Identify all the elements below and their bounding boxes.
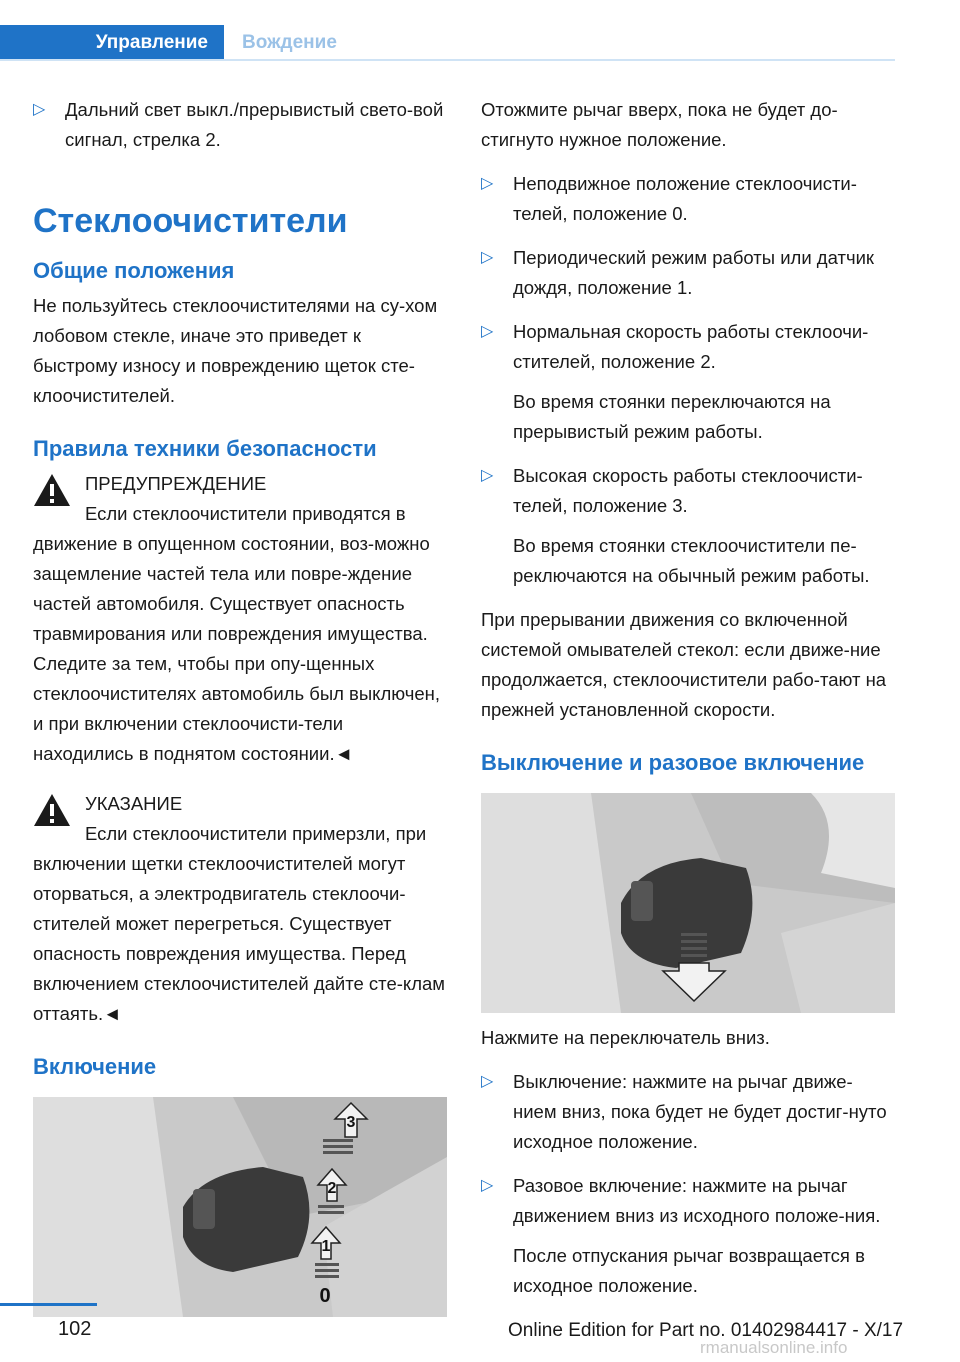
watermark-text: rmanualsonline.info	[700, 1338, 848, 1357]
bullet-position-2: ▷ Нормальная скорость работы стеклоочи-стителей, положение 2.	[481, 317, 895, 377]
section-title-wipers: Стеклоочистители	[33, 202, 348, 240]
bullet-triangle-icon: ▷	[481, 467, 494, 484]
bullet-switch-off: ▷ Выключение: нажмите на рычаг движе-нием вниз, пока будет не будет достиг-нуто исходное положение.	[481, 1067, 895, 1157]
heading-switch-on: Включение	[33, 1054, 157, 1079]
tab-vozhdenie[interactable]: Вождение	[242, 32, 337, 53]
warning-text: движение в опущенном состоянии, воз-можно защемление частей тела или повре-ждение частей автомобиля. Существует опасность травмирования или повреждения имущества. Следите за тем, чтобы при опу-щенных стеклоочистителях автомобиль был выключен, и при включении стеклоочисти-тели находились в поднятом состоянии.◄	[33, 533, 441, 764]
bullet-position-0: ▷ Неподвижное положение стеклоочисти-телей, положение 0.	[481, 169, 895, 229]
header-divider	[0, 59, 895, 61]
right-column	[481, 95, 895, 1315]
warning-triangle-icon	[33, 473, 71, 507]
left-column	[33, 95, 447, 1317]
bullet-position-3: ▷ Высокая скорость работы стеклоочисти-телей, положение 3.	[481, 461, 895, 521]
paragraph-push-up: Отожмите рычаг вверх, пока не будет до-стигнуто нужное положение.	[481, 99, 838, 150]
tab-upravlenie[interactable]: Управление	[0, 25, 224, 61]
heading-general: Общие положения	[33, 258, 235, 283]
bullet-position-1: ▷ Периодический режим работы или датчик дождя, положение 1.	[481, 243, 895, 303]
footer-divider	[0, 1303, 97, 1306]
heading-off-and-single: Выключение и разовое включение	[481, 750, 865, 775]
notice-block	[33, 789, 447, 1029]
notice-first-line: Если стеклоочистители примерзли, при	[85, 823, 427, 844]
wiper-lever-down-illustration	[481, 793, 895, 1013]
note-single-wipe: После отпускания рычаг возвращается в исходное положение.	[513, 1245, 865, 1296]
warning-heading: ПРЕДУПРЕЖДЕНИЕ	[85, 473, 267, 494]
bullet-triangle-icon: ▷	[481, 323, 494, 340]
position-label-0: 0	[319, 1285, 331, 1307]
warning-first-line: Если стеклоочистители приводятся в	[85, 503, 406, 524]
wiper-lever-down-photo	[481, 793, 895, 1013]
warning-block	[33, 469, 447, 769]
note-position-2: Во время стоянки переключаются на прерывистый режим работы.	[513, 391, 831, 442]
notice-text: включении щетки стеклоочистителей могут оторваться, а электродвигатель стеклоочи-стителей может перегреться. Существует опасность повреждения имущества. Перед включением стеклоочистителей дайте сте-клам оттаять.◄	[33, 853, 446, 1024]
bullet-triangle-icon: ▷	[481, 1177, 494, 1194]
position-label-3: 3	[346, 1114, 356, 1131]
bullet-high-beam: ▷ Дальний свет выкл./прерывистый свето-вой сигнал, стрелка 2.	[33, 95, 447, 155]
header-tabs	[0, 25, 895, 61]
bullet-triangle-icon: ▷	[481, 1073, 494, 1090]
edition-text: Online Edition for Part no. 01402984417 - X/17	[508, 1320, 904, 1341]
paragraph-press-down: Нажмите на переключатель вниз.	[481, 1027, 770, 1048]
paragraph-interrupt: При прерывании движения со включенной системой омывателей стекол: если движе-ние продолжается, стеклоочистители рабо-тают на прежней установленной скорости.	[481, 609, 887, 720]
heading-safety: Правила техники безопасности	[33, 436, 377, 461]
wiper-lever-up-photo	[33, 1097, 447, 1317]
note-position-3: Во время стоянки стеклоочистители пе-реключаются на обычный режим работы.	[513, 535, 870, 586]
paragraph-general: Не пользуйтесь стеклоочистителями на су-хом лобовом стекле, иначе это приведет к быстрому износу и повреждению щеток сте-клоочистителей.	[33, 295, 438, 406]
bullet-single-wipe: ▷ Разовое включение: нажмите на рычаг движением вниз из исходного положе-ния.	[481, 1171, 895, 1231]
wiper-lever-illustration	[33, 1097, 447, 1317]
notice-heading: УКАЗАНИЕ	[85, 793, 183, 814]
bullet-triangle-icon: ▷	[33, 101, 46, 118]
notice-triangle-icon	[33, 793, 71, 827]
position-label-1: 1	[321, 1238, 331, 1255]
position-label-2: 2	[327, 1180, 337, 1197]
bullet-triangle-icon: ▷	[481, 249, 494, 266]
page-number: 102	[58, 1318, 92, 1340]
bullet-triangle-icon: ▷	[481, 175, 494, 192]
